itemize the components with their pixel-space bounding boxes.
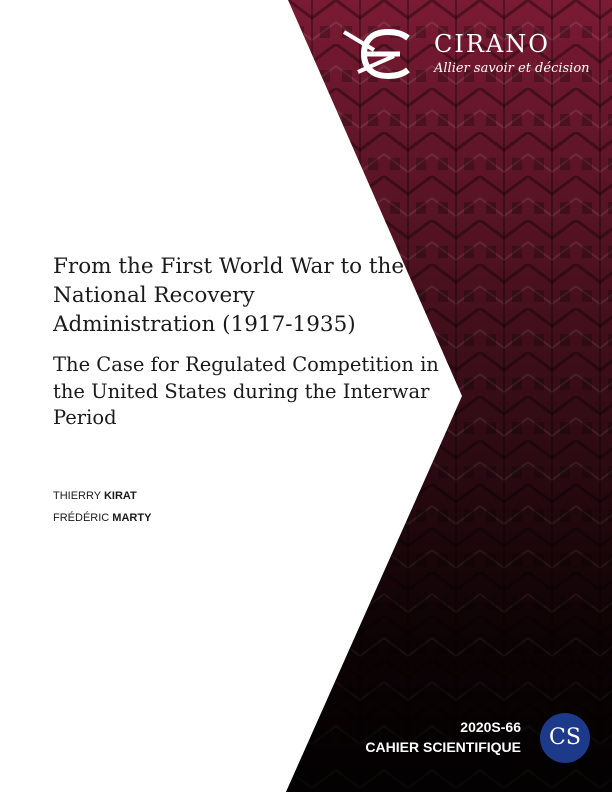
document-title: From the First World War to the National Recovery Administration (1917-1935): [53, 254, 405, 337]
author-name: [53, 489, 151, 511]
series-badge: CS: [540, 713, 590, 763]
cirano-logo-icon: [338, 28, 414, 80]
brand-name: CIRANO: [434, 30, 550, 58]
author-last-name: KIRAT: [103, 490, 137, 502]
document-subtitle: The Case for Regulated Competition in the United States during the Interwar Period: [53, 353, 439, 429]
author-first-name: FRÉDÉRIC: [53, 512, 110, 524]
cirano-logo: [338, 28, 598, 84]
author-first-name: THIERRY: [53, 490, 101, 502]
author-list: [53, 489, 151, 533]
series-info: [365, 717, 521, 757]
series-number: 2020S-66: [460, 719, 521, 735]
author-name: [53, 511, 151, 533]
author-last-name: MARTY: [112, 512, 152, 524]
brand-tagline: Allier savoir et décision: [434, 61, 590, 76]
series-name: CAHIER SCIENTIFIQUE: [365, 739, 521, 755]
